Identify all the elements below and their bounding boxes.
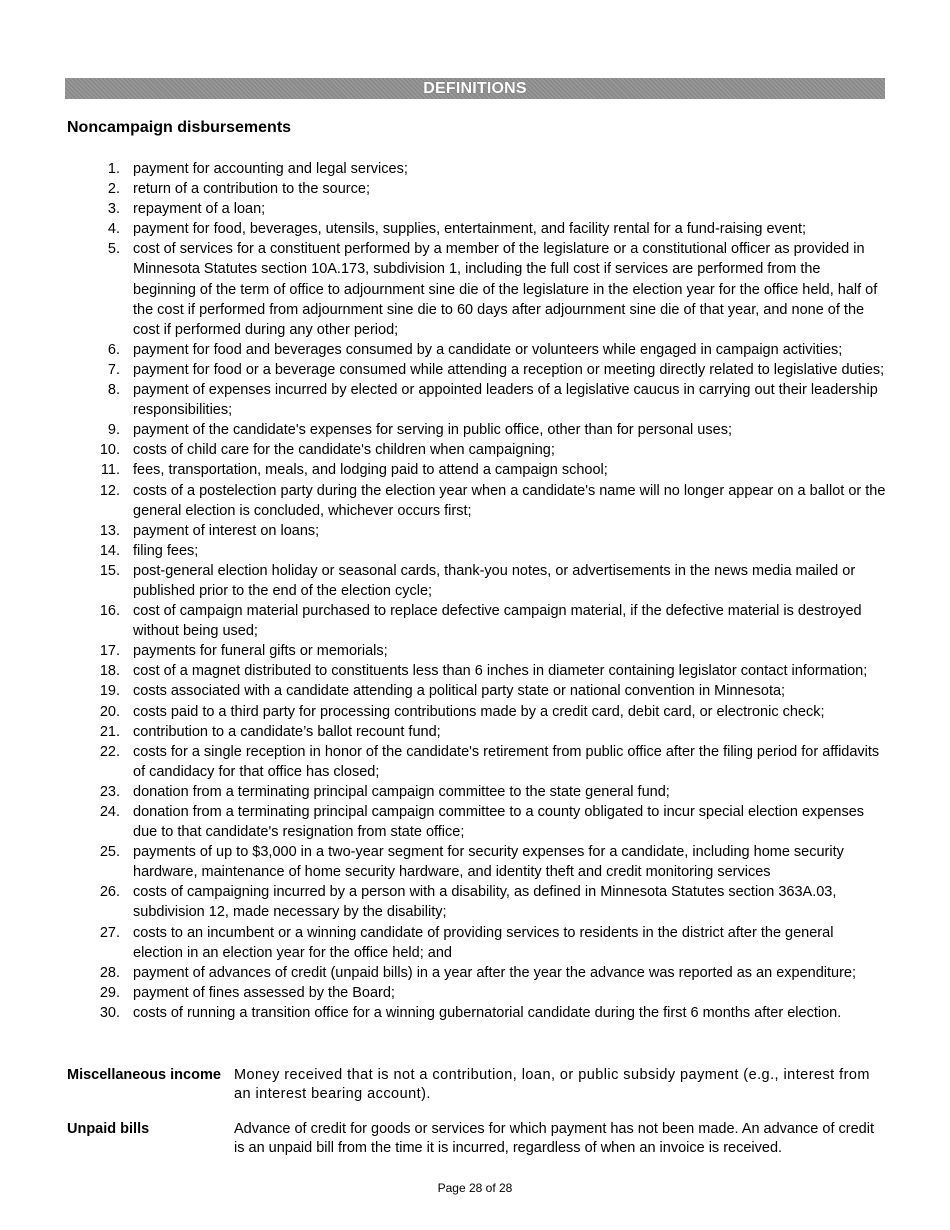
list-item-text: payment of expenses incurred by elected or appointed leaders of a legislative caucus in carrying out their leadership responsibilities; [133,382,878,419]
list-item-number: 21. [99,723,120,740]
list-item [67,239,887,339]
list-item [67,179,887,199]
noncampaign-disbursements-list [67,159,887,1023]
list-item-text: payment of advances of credit (unpaid bills) in a year after the year the advance was reported as an expenditure; [133,964,857,981]
list-item-text: costs of child care for the candidate's children when campaigning; [133,442,555,459]
list-item-text: repayment of a loan; [133,201,266,218]
list-item [67,882,887,922]
list-item-number: 19. [99,683,120,700]
list-item-number: 29. [99,984,120,1001]
list-item [67,159,887,179]
section-title: Noncampaign disbursements [67,119,292,136]
list-item-text: payments for funeral gifts or memorials; [133,643,388,660]
list-item-number: 1. [107,161,120,177]
list-item-number: 5. [107,241,120,258]
list-item-text: payment for food and beverages consumed by a candidate or volunteers while engaged in campaign activities; [133,341,843,358]
list-item-text: filing fees; [133,542,199,559]
list-item-text: donation from a terminating principal campaign committee to the state general fund; [133,783,670,800]
list-item [67,983,887,1003]
list-item-text: costs paid to a third party for processing contributions made by a credit card, debit card, or electronic check; [133,703,825,720]
list-item-text: fees, transportation, meals, and lodging paid to attend a campaign school; [133,462,608,479]
list-item-text: contribution to a candidate’s ballot recount fund; [133,723,441,740]
banner-title: DEFINITIONS [423,79,527,97]
list-item-text: payment for accounting and legal services; [133,161,408,177]
definition-unpaid-bills [67,1120,887,1158]
list-item-text: return of a contribution to the source; [133,181,370,198]
list-item-number: 26. [99,884,120,901]
definition-unpaid-bills-text: Advance of credit for goods or services for which payment has not been made. An advance of credit is an unpaid bill from the time it is incurred, regardless of when an invoice is received. [234,1121,874,1156]
list-item [67,380,887,420]
list-item-number: 17. [99,643,120,660]
list-item-number: 12. [99,482,120,499]
definitions-banner [65,78,885,99]
term-misc-income: Miscellaneous income [67,1067,221,1083]
list-item [67,199,887,219]
list-item-number: 2. [107,181,120,198]
list-item [67,541,887,561]
list-item-text: payment for food or a beverage consumed while attending a reception or meeting directly related to legislative duties; [133,361,885,378]
list-item [67,782,887,802]
list-item-number: 8. [107,382,120,399]
list-item [67,842,887,882]
list-item-text: costs of running a transition office for a winning gubernatorial candidate during the first 6 months after election. [133,1004,842,1021]
list-item [67,561,887,601]
definition-misc-income [67,1066,887,1104]
list-item [67,440,887,460]
list-item-text: payment of the candidate's expenses for serving in public office, other than for personal uses; [133,422,732,439]
list-item-number: 15. [99,562,120,579]
list-item-number: 13. [99,522,120,539]
list-item-number: 18. [99,663,120,680]
list-item [67,360,887,380]
list-item [67,481,887,521]
list-item-text: costs of campaigning incurred by a person with a disability, as defined in Minnesota Statutes section 363A.03, subdivision 12, made necessary by the disability; [133,884,837,921]
list-item [67,219,887,239]
list-item [67,661,887,681]
list-item-number: 23. [99,783,120,800]
list-item [67,923,887,963]
list-item-number: 7. [107,361,120,378]
list-item [67,521,887,541]
list-item [67,681,887,701]
list-item [67,340,887,360]
definition-misc-income-text: Money received that is not a contribution, loan, or public subsidy payment (e.g., interest from an interest bearing account). [234,1067,870,1102]
list-item-number: 25. [99,844,120,861]
list-item [67,1003,887,1023]
list-item-number: 20. [99,703,120,720]
list-item-text: cost of campaign material purchased to replace defective campaign material, if the defective material is destroyed without being used; [133,603,862,640]
list-item-text: costs for a single reception in honor of the candidate's retirement from public office after the filing period for affidavits of candidacy for that office has closed; [133,743,880,780]
list-item-text: cost of services for a constituent performed by a member of the legislature or a constitutional officer as provided in Minnesota Statutes section 10A.173, subdivision 1, including the full cost if services are performed from the beginning of the term of office to adjournment sine die of the legislature in the election year for the office held, half of the cost if performed from adjournment sine die to 60 days after adjournment sine die of that year, and none of the cost if performed during any other period; [133,241,878,338]
list-item-text: costs of a postelection party during the election year when a candidate's name will no longer appear on a ballot or the general election is concluded, whichever occurs first; [133,482,886,519]
list-item [67,963,887,983]
list-item [67,460,887,480]
list-item-text: costs to an incumbent or a winning candidate of providing services to residents in the district after the general election in an election year for the office held; and [133,924,834,961]
list-item-text: payment of fines assessed by the Board; [133,984,395,1001]
list-item-number: 9. [107,422,120,439]
list-item-text: payment of interest on loans; [133,522,320,539]
list-item-number: 27. [99,924,120,941]
list-item-number: 24. [99,804,120,820]
list-item-number: 4. [107,221,120,238]
list-item-number: 3. [107,201,120,218]
list-item [67,722,887,742]
list-item-text: costs associated with a candidate attending a political party state or national convention in Minnesota; [133,683,786,700]
list-item [67,641,887,661]
list-item [67,702,887,722]
list-item-number: 11. [100,462,120,479]
list-item-text: payments of up to $3,000 in a two-year segment for security expenses for a candidate, including home security hardware, maintenance of home security hardware, and identity theft and credit monitoring services [133,844,844,881]
list-item [67,420,887,440]
list-item-number: 6. [107,341,120,358]
list-item-text: post-general election holiday or seasonal cards, thank-you notes, or advertisements in the news media mailed or published prior to the end of the election cycle; [133,562,856,599]
list-item-number: 28. [99,964,120,981]
list-item [67,802,887,842]
term-unpaid-bills: Unpaid bills [67,1121,150,1137]
list-item-number: 16. [99,603,120,620]
list-item [67,742,887,782]
list-item-text: payment for food, beverages, utensils, supplies, entertainment, and facility rental for a fund-raising event; [133,221,807,238]
page-number: Page 28 of 28 [437,1181,513,1195]
list-item-text: donation from a terminating principal campaign committee to a county obligated to incur special election expenses due to that candidate's resignation from state office; [133,804,865,841]
list-item-number: 14. [99,542,120,559]
list-item-number: 30. [99,1004,120,1021]
list-item [67,601,887,641]
list-item-number: 10. [99,442,120,459]
list-item-number: 22. [99,743,120,760]
list-item-text: cost of a magnet distributed to constituents less than 6 inches in diameter containing legislator contact information; [133,663,868,680]
